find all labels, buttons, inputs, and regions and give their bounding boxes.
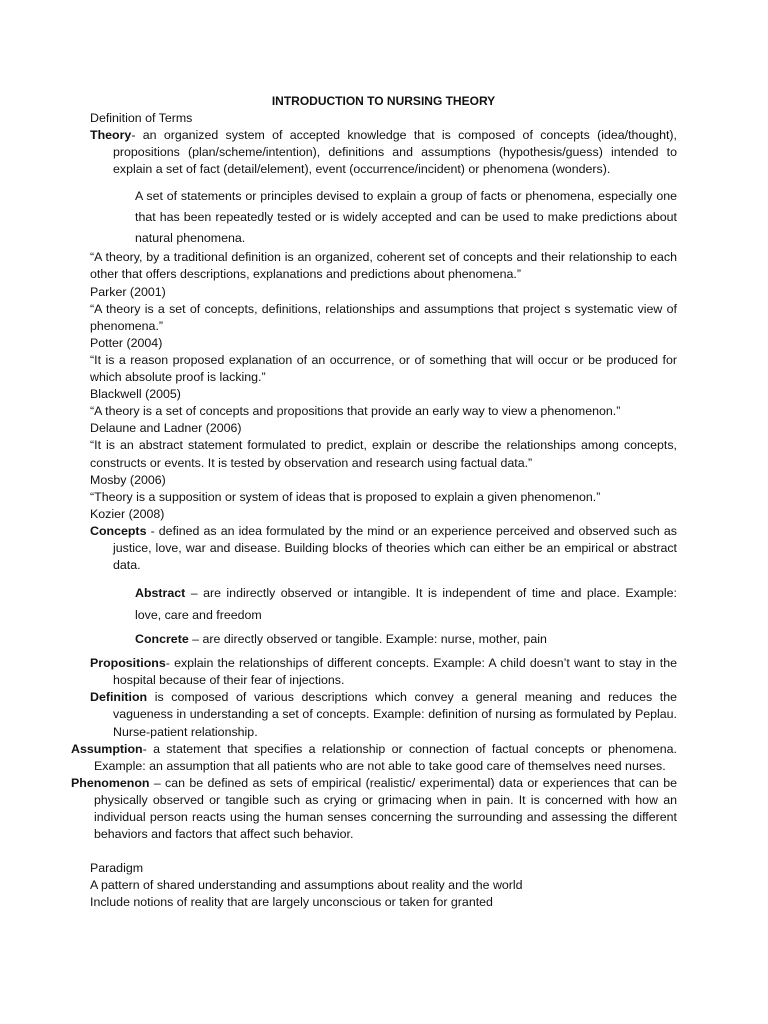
source-delaune: Delaune and Ladner (2006) xyxy=(90,421,242,436)
phenomenon-term: Phenomenon xyxy=(71,775,150,790)
abstract-term: Abstract xyxy=(135,586,186,601)
abstract-bullet xyxy=(90,582,677,626)
theory-term: Theory xyxy=(90,128,132,143)
quote-delaune: “A theory is a set of concepts and propositions that provide an early way to view a phenomenon.” xyxy=(90,404,621,419)
quote-blackwell: “It is a reason proposed explanation of an occurrence, or of something that will occur or be produced for which absolute proof is lacking.” xyxy=(90,352,677,385)
concepts-text: - defined as an idea formulated by the mind or an experience perceived and observed such as justice, love, war and disease. Building blocks of theories which can either be an empirical or abstract data. xyxy=(113,523,677,573)
definition-definition xyxy=(90,689,677,740)
abstract-text: – are indirectly observed or intangible. It is independent of time and place. Example: love, care and freedom xyxy=(135,586,677,623)
source-mosby: Mosby (2006) xyxy=(90,472,166,487)
source-potter: Potter (2004) xyxy=(90,335,163,350)
propositions-term: Propositions xyxy=(90,656,166,671)
paradigm-heading: Paradigm xyxy=(90,861,144,876)
concepts-definition xyxy=(90,523,677,574)
theory-definition xyxy=(90,127,677,178)
theory-text: - an organized system of accepted knowledge that is composed of concepts (idea/thought), propositions (plan/scheme/intention), definitions and assumptions (hypothesis/guess) intended to explain a set of fact (detail/element), event (occurrence/incident) or phenomena (wonders). xyxy=(113,128,677,177)
concepts-term: Concepts xyxy=(90,523,147,538)
section-gap xyxy=(90,843,677,860)
assumption-term: Assumption xyxy=(71,741,143,756)
theory-bullet-text: A set of statements or principles devised to explain a group of facts or phenomena, especially one that has been repeatedly tested or is widely accepted and can be used to make predictions about natural phenomena. xyxy=(135,189,677,246)
assumption-definition xyxy=(71,741,677,775)
quote-potter: “A theory is a set of concepts, definitions, relationships and assumptions that project s systematic view of phenomena.” xyxy=(90,301,677,333)
quote-parker: “A theory, by a traditional definition is an organized, coherent set of concepts and their relationship to each other that offers descriptions, explanations and predictions about phenomena.” xyxy=(90,250,677,282)
source-parker: Parker (2001) xyxy=(90,284,166,299)
propositions-definition xyxy=(90,655,677,689)
quote-mosby: “It is an abstract statement formulated to predict, explain or describe the relationships among concepts, constructs or events. It is tested by observation and research using factual data.” xyxy=(90,438,677,470)
quote-kozier: “Theory is a supposition or system of ideas that is proposed to explain a given phenomenon.” xyxy=(90,489,601,504)
phenomenon-text: – can be defined as sets of empirical (realistic/ experimental) data or experiences that can be physically observed or tangible such as crying or grimacing when in pain. It is concerned with how an individual person reacts using the human senses concerning the surrounding and assessing the different behaviors and factors that affect such behavior. xyxy=(94,775,677,842)
definition-heading: Definition of Terms xyxy=(90,111,193,125)
assumption-text: - a statement that specifies a relationship or connection of factual concepts or phenomena. Example: an assumption that all patients who are not able to take good care of themselves need nurses. xyxy=(94,741,677,773)
document-body xyxy=(71,93,677,911)
definition-term: Definition xyxy=(90,690,148,705)
concrete-bullet xyxy=(90,628,677,650)
definition-text: is composed of various descriptions which convey a general meaning and reduces the vagueness in understanding a set of concepts. Example: definition of nursing as formulated by Peplau. Nurse-patient relationship. xyxy=(113,690,677,739)
paradigm-line-1: A pattern of shared understanding and assumptions about reality and the world xyxy=(90,878,523,893)
document-title: INTRODUCTION TO NURSING THEORY xyxy=(271,94,496,108)
phenomenon-definition xyxy=(71,775,677,843)
theory-bullet xyxy=(90,186,677,249)
concrete-text: – are directly observed or tangible. Example: nurse, mother, pain xyxy=(188,632,547,647)
propositions-text: - explain the relationships of different concepts. Example: A child doesn’t want to stay in the hospital because of their fear of injections. xyxy=(113,656,677,688)
paradigm-line-2: Include notions of reality that are largely unconscious or taken for granted xyxy=(90,895,493,910)
concrete-term: Concrete xyxy=(135,632,189,647)
source-blackwell: Blackwell (2005) xyxy=(90,387,181,402)
source-kozier: Kozier (2008) xyxy=(90,506,165,521)
